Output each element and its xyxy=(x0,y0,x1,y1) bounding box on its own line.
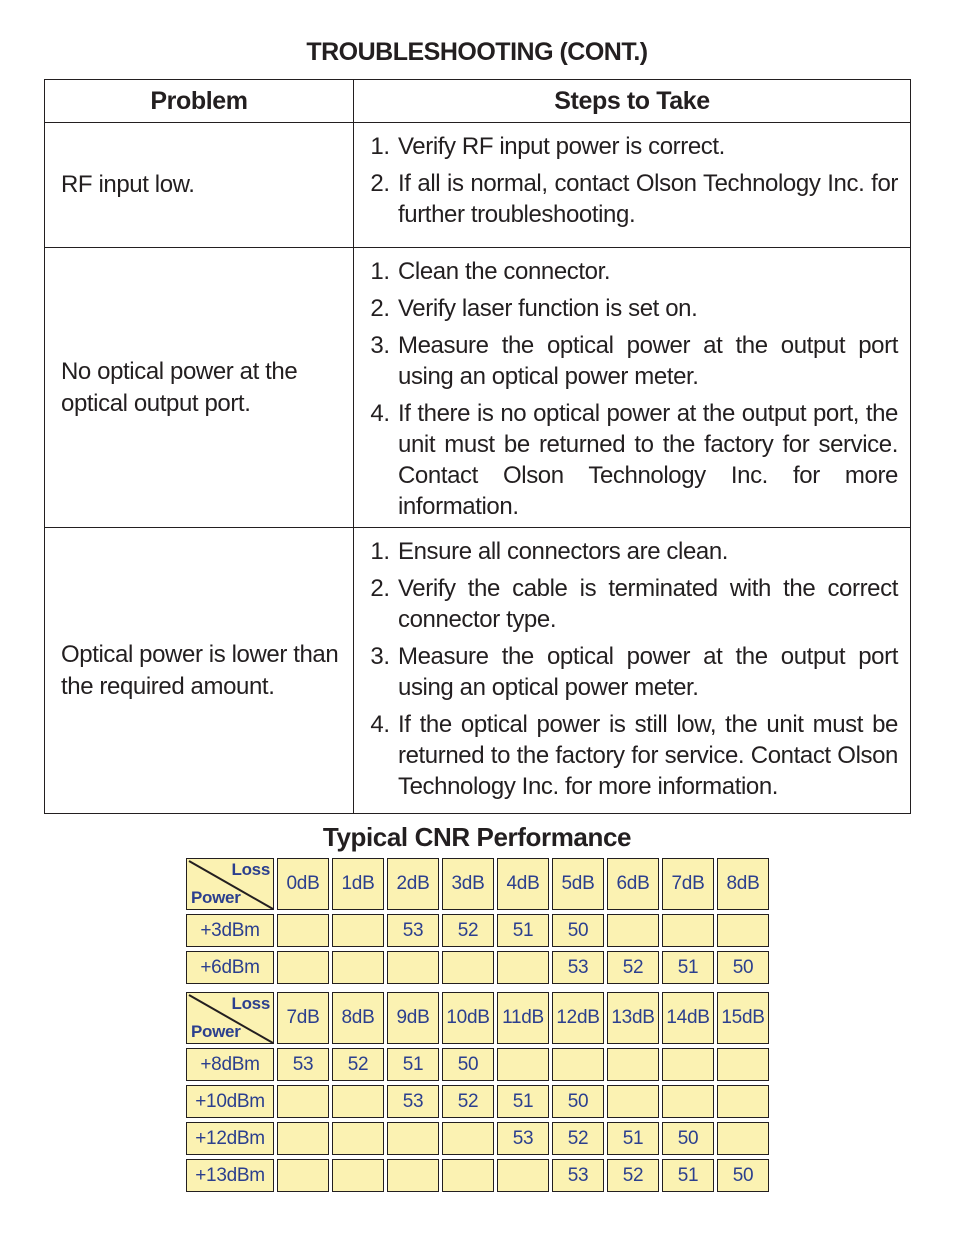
cnr-value-cell xyxy=(277,914,329,947)
cnr-value-cell: 51 xyxy=(387,1048,439,1081)
cnr-value-cell: 50 xyxy=(662,1122,714,1155)
table-row xyxy=(45,123,911,248)
step-text: Verify RF input power is correct. xyxy=(398,133,725,160)
loss-power-corner-cell xyxy=(186,858,274,910)
loss-column-header: 8dB xyxy=(717,858,769,910)
step-number: 4. xyxy=(370,400,390,427)
loss-column-header: 12dB xyxy=(552,992,604,1044)
loss-column-header: 1dB xyxy=(332,858,384,910)
loss-column-header: 3dB xyxy=(442,858,494,910)
cnr-value-cell: 52 xyxy=(552,1122,604,1155)
step-number: 3. xyxy=(370,643,390,670)
step-item xyxy=(362,293,898,324)
problem-column-header: Problem xyxy=(45,80,354,123)
cnr-value-cell: 50 xyxy=(442,1048,494,1081)
cnr-value-cell xyxy=(497,951,549,984)
cnr-value-cell: 53 xyxy=(387,1085,439,1118)
cnr-header-row xyxy=(186,992,772,1044)
cnr-value-cell: 52 xyxy=(442,1085,494,1118)
problem-cell: No optical power at the optical output port. xyxy=(45,248,354,528)
loss-column-header: 10dB xyxy=(442,992,494,1044)
step-item xyxy=(362,641,898,703)
step-text: If there is no optical power at the output port, the unit must be returned to the factory for service. Contact Olson Technology Inc. for more information. xyxy=(398,400,898,520)
power-row-label: +13dBm xyxy=(186,1159,274,1192)
cnr-title: Typical CNR Performance xyxy=(322,822,632,852)
cnr-row xyxy=(186,914,772,947)
loss-column-header: 9dB xyxy=(387,992,439,1044)
power-label: Power xyxy=(191,1022,241,1041)
cnr-value-cell: 52 xyxy=(607,1159,659,1192)
cnr-value-cell: 51 xyxy=(497,1085,549,1118)
cnr-value-cell xyxy=(332,1122,384,1155)
problem-cell: Optical power is lower than the required amount. xyxy=(45,528,354,814)
power-row-label: +8dBm xyxy=(186,1048,274,1081)
cnr-value-cell: 51 xyxy=(497,914,549,947)
cnr-value-cell: 50 xyxy=(552,1085,604,1118)
loss-column-header: 7dB xyxy=(662,858,714,910)
step-text: Verify laser function is set on. xyxy=(398,295,698,322)
cnr-row xyxy=(186,1159,772,1192)
cnr-value-cell: 52 xyxy=(332,1048,384,1081)
step-text: Measure the optical power at the output port using an optical power meter. xyxy=(398,332,898,390)
cnr-row xyxy=(186,951,772,984)
loss-column-header: 13dB xyxy=(607,992,659,1044)
loss-power-corner-cell xyxy=(186,992,274,1044)
cnr-value-cell xyxy=(332,914,384,947)
loss-column-header: 0dB xyxy=(277,858,329,910)
cnr-value-cell xyxy=(607,1048,659,1081)
cnr-value-cell xyxy=(717,1085,769,1118)
step-number: 1. xyxy=(370,538,390,565)
step-text: Ensure all connectors are clean. xyxy=(398,538,729,565)
loss-column-header: 8dB xyxy=(332,992,384,1044)
step-number: 3. xyxy=(370,332,390,359)
loss-column-header: 15dB xyxy=(717,992,769,1044)
step-item xyxy=(362,573,898,635)
loss-column-header: 7dB xyxy=(277,992,329,1044)
step-number: 2. xyxy=(370,575,390,602)
power-row-label: +10dBm xyxy=(186,1085,274,1118)
troubleshooting-table xyxy=(44,79,911,814)
cnr-row xyxy=(186,1048,772,1081)
cnr-value-cell xyxy=(497,1048,549,1081)
cnr-row xyxy=(186,1085,772,1118)
cnr-value-cell: 50 xyxy=(717,951,769,984)
cnr-header-row xyxy=(186,858,772,910)
page-title: TROUBLESHOOTING (CONT.) xyxy=(306,38,648,66)
table-row xyxy=(45,528,911,814)
cnr-value-cell: 50 xyxy=(717,1159,769,1192)
steps-cell xyxy=(354,248,911,528)
step-number: 1. xyxy=(370,133,390,160)
table-row xyxy=(45,248,911,528)
cnr-value-cell: 50 xyxy=(552,914,604,947)
step-item xyxy=(362,256,898,287)
cnr-value-cell: 53 xyxy=(387,914,439,947)
step-number: 2. xyxy=(370,295,390,322)
power-row-label: +3dBm xyxy=(186,914,274,947)
power-row-label: +12dBm xyxy=(186,1122,274,1155)
cnr-value-cell: 51 xyxy=(662,1159,714,1192)
cnr-value-cell xyxy=(442,1122,494,1155)
step-number: 1. xyxy=(370,258,390,285)
power-row-label: +6dBm xyxy=(186,951,274,984)
step-text: If all is normal, contact Olson Technology Inc. for further troubleshooting. xyxy=(398,170,898,228)
cnr-value-cell xyxy=(332,951,384,984)
cnr-value-cell: 53 xyxy=(497,1122,549,1155)
cnr-value-cell xyxy=(277,1085,329,1118)
cnr-value-cell: 53 xyxy=(552,951,604,984)
cnr-value-cell xyxy=(717,914,769,947)
cnr-value-cell: 52 xyxy=(442,914,494,947)
cnr-value-cell xyxy=(662,914,714,947)
cnr-value-cell xyxy=(277,1122,329,1155)
steps-cell xyxy=(354,528,911,814)
cnr-value-cell xyxy=(332,1085,384,1118)
problem-cell: RF input low. xyxy=(45,123,354,248)
loss-column-header: 5dB xyxy=(552,858,604,910)
step-item xyxy=(362,168,898,230)
cnr-value-cell: 51 xyxy=(607,1122,659,1155)
cnr-value-cell: 53 xyxy=(277,1048,329,1081)
cnr-value-cell xyxy=(277,1159,329,1192)
cnr-value-cell xyxy=(662,1048,714,1081)
step-text: If the optical power is still low, the unit must be returned to the factory for service. Contact Olson Technology Inc. for more information. xyxy=(398,711,898,800)
cnr-value-cell xyxy=(607,1085,659,1118)
step-item xyxy=(362,536,898,567)
cnr-value-cell xyxy=(662,1085,714,1118)
steps-cell xyxy=(354,123,911,248)
loss-column-header: 14dB xyxy=(662,992,714,1044)
power-label: Power xyxy=(191,888,241,907)
step-text: Verify the cable is terminated with the correct connector type. xyxy=(398,575,898,633)
cnr-value-cell xyxy=(442,1159,494,1192)
cnr-value-cell: 51 xyxy=(662,951,714,984)
cnr-value-cell xyxy=(387,1159,439,1192)
cnr-row xyxy=(186,1122,772,1155)
cnr-value-cell xyxy=(387,1122,439,1155)
cnr-value-cell xyxy=(387,951,439,984)
loss-column-header: 4dB xyxy=(497,858,549,910)
cnr-value-cell xyxy=(607,914,659,947)
cnr-table-1 xyxy=(186,858,772,988)
cnr-value-cell xyxy=(717,1048,769,1081)
cnr-value-cell: 52 xyxy=(607,951,659,984)
loss-column-header: 6dB xyxy=(607,858,659,910)
step-number: 2. xyxy=(370,170,390,197)
loss-label: Loss xyxy=(231,994,270,1013)
cnr-value-cell xyxy=(277,951,329,984)
step-text: Measure the optical power at the output port using an optical power meter. xyxy=(398,643,898,701)
cnr-table-2 xyxy=(186,992,772,1196)
step-item xyxy=(362,709,898,802)
loss-label: Loss xyxy=(231,860,270,879)
steps-column-header: Steps to Take xyxy=(354,80,911,123)
loss-column-header: 11dB xyxy=(497,992,549,1044)
step-item xyxy=(362,330,898,392)
step-number: 4. xyxy=(370,711,390,738)
step-item xyxy=(362,131,898,162)
cnr-value-cell xyxy=(442,951,494,984)
cnr-value-cell xyxy=(497,1159,549,1192)
cnr-value-cell xyxy=(332,1159,384,1192)
cnr-value-cell xyxy=(552,1048,604,1081)
step-text: Clean the connector. xyxy=(398,258,611,285)
table-header-row xyxy=(45,80,911,123)
cnr-value-cell: 53 xyxy=(552,1159,604,1192)
loss-column-header: 2dB xyxy=(387,858,439,910)
step-item xyxy=(362,398,898,522)
cnr-value-cell xyxy=(717,1122,769,1155)
